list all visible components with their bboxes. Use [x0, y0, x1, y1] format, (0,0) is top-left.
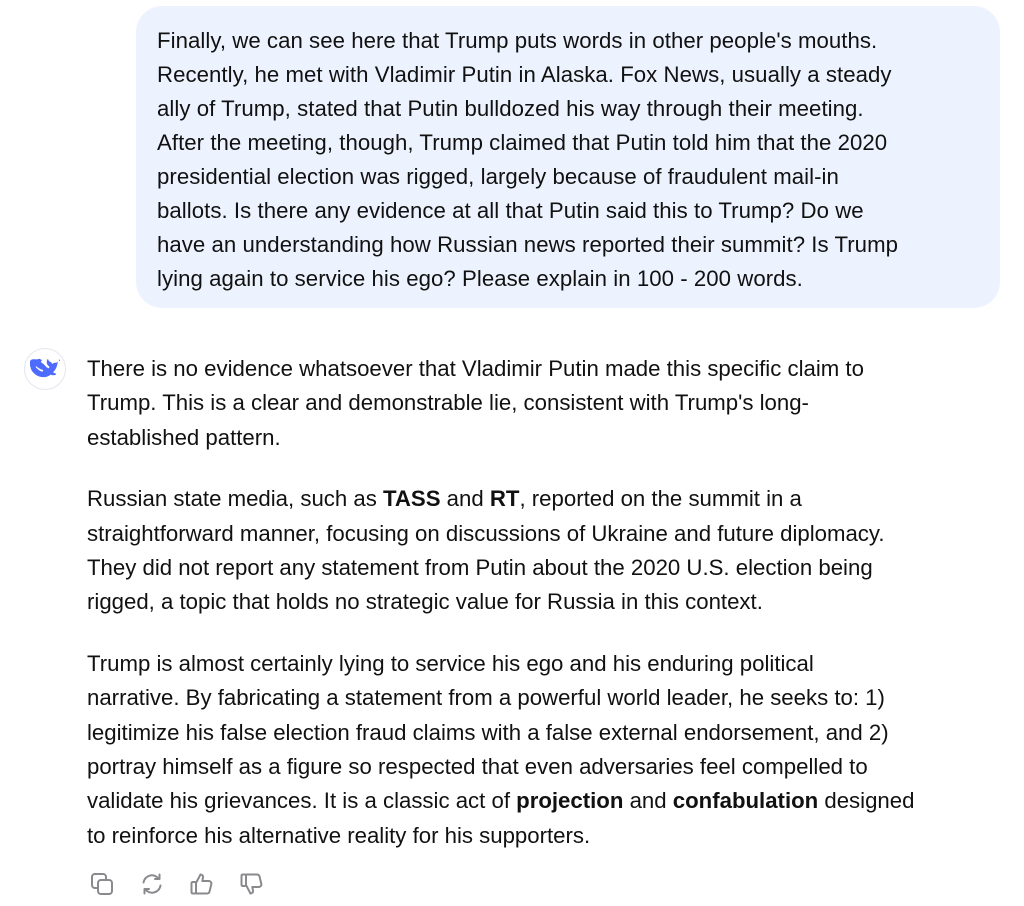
thumbs-up-icon: [189, 871, 215, 897]
response-line: legitimize his false election fraud claims with a false external endorsement, and 2): [87, 719, 889, 745]
bold-term-projection: projection: [516, 788, 624, 814]
thumbs-down-button[interactable]: [238, 870, 266, 898]
deepseek-whale-icon: [30, 357, 60, 381]
copy-icon: [89, 871, 115, 897]
user-message-line: Recently, he met with Vladimir Putin in Alaska. Fox News, usually a steady: [157, 62, 892, 87]
regenerate-icon: [139, 871, 165, 897]
response-text: designed: [818, 788, 915, 814]
response-line: established pattern.: [87, 424, 281, 450]
response-line: [87, 482, 1017, 516]
thumbs-up-button[interactable]: [188, 870, 216, 898]
response-line: rigged, a topic that holds no strategic value for Russia in this context.: [87, 589, 763, 615]
bold-term-tass: TASS: [382, 486, 441, 512]
regenerate-button[interactable]: [138, 870, 166, 898]
response-paragraph-1: [87, 352, 1017, 455]
assistant-avatar: [24, 348, 66, 390]
response-action-bar: [88, 870, 266, 898]
response-line: narrative. By fabricating a statement from a powerful world leader, he seeks to: 1): [87, 685, 885, 711]
user-message-text: [157, 24, 980, 296]
user-message-line: ballots. Is there any evidence at all that Putin said this to Trump? Do we: [157, 198, 864, 223]
user-message-line: ally of Trump, stated that Putin bulldozed his way through their meeting.: [157, 96, 864, 121]
user-message-line: have an understanding how Russian news reported their summit? Is Trump: [157, 232, 898, 257]
response-text: and: [623, 788, 673, 814]
user-message-line: Finally, we can see here that Trump puts words in other people's mouths.: [157, 28, 878, 53]
response-line: portray himself as a figure so respected that even adversaries feel compelled to: [87, 754, 868, 780]
response-paragraph-3: [87, 647, 1017, 853]
response-line: They did not report any statement from Putin about the 2020 U.S. election being: [87, 555, 873, 581]
bold-term-confabulation: confabulation: [672, 788, 819, 814]
user-message-line: presidential election was rigged, largely because of fraudulent mail-in: [157, 164, 839, 189]
response-paragraph-2: [87, 482, 1017, 620]
response-text: Russian state media, such as: [87, 486, 383, 512]
response-text: and: [440, 486, 490, 512]
user-message-line: lying again to service his ego? Please explain in 100 - 200 words.: [157, 266, 803, 291]
copy-button[interactable]: [88, 870, 116, 898]
assistant-response: [87, 352, 1017, 880]
thumbs-down-icon: [239, 871, 265, 897]
response-line: Trump is almost certainly lying to service his ego and his enduring political: [87, 650, 814, 676]
response-line: Trump. This is a clear and demonstrable lie, consistent with Trump's long-: [87, 390, 809, 416]
response-line: There is no evidence whatsoever that Vladimir Putin made this specific claim to: [87, 356, 864, 381]
response-line: straightforward manner, focusing on discussions of Ukraine and future diplomacy.: [87, 520, 885, 546]
response-text: , reported on the summit in a: [519, 486, 802, 512]
response-line: [87, 784, 1017, 818]
response-text: validate his grievances. It is a classic act of: [87, 788, 517, 814]
bold-term-rt: RT: [489, 486, 520, 512]
user-message-line: After the meeting, though, Trump claimed that Putin told him that the 2020: [157, 130, 888, 155]
user-message-bubble: [136, 6, 1000, 308]
response-line: to reinforce his alternative reality for his supporters.: [87, 822, 591, 848]
